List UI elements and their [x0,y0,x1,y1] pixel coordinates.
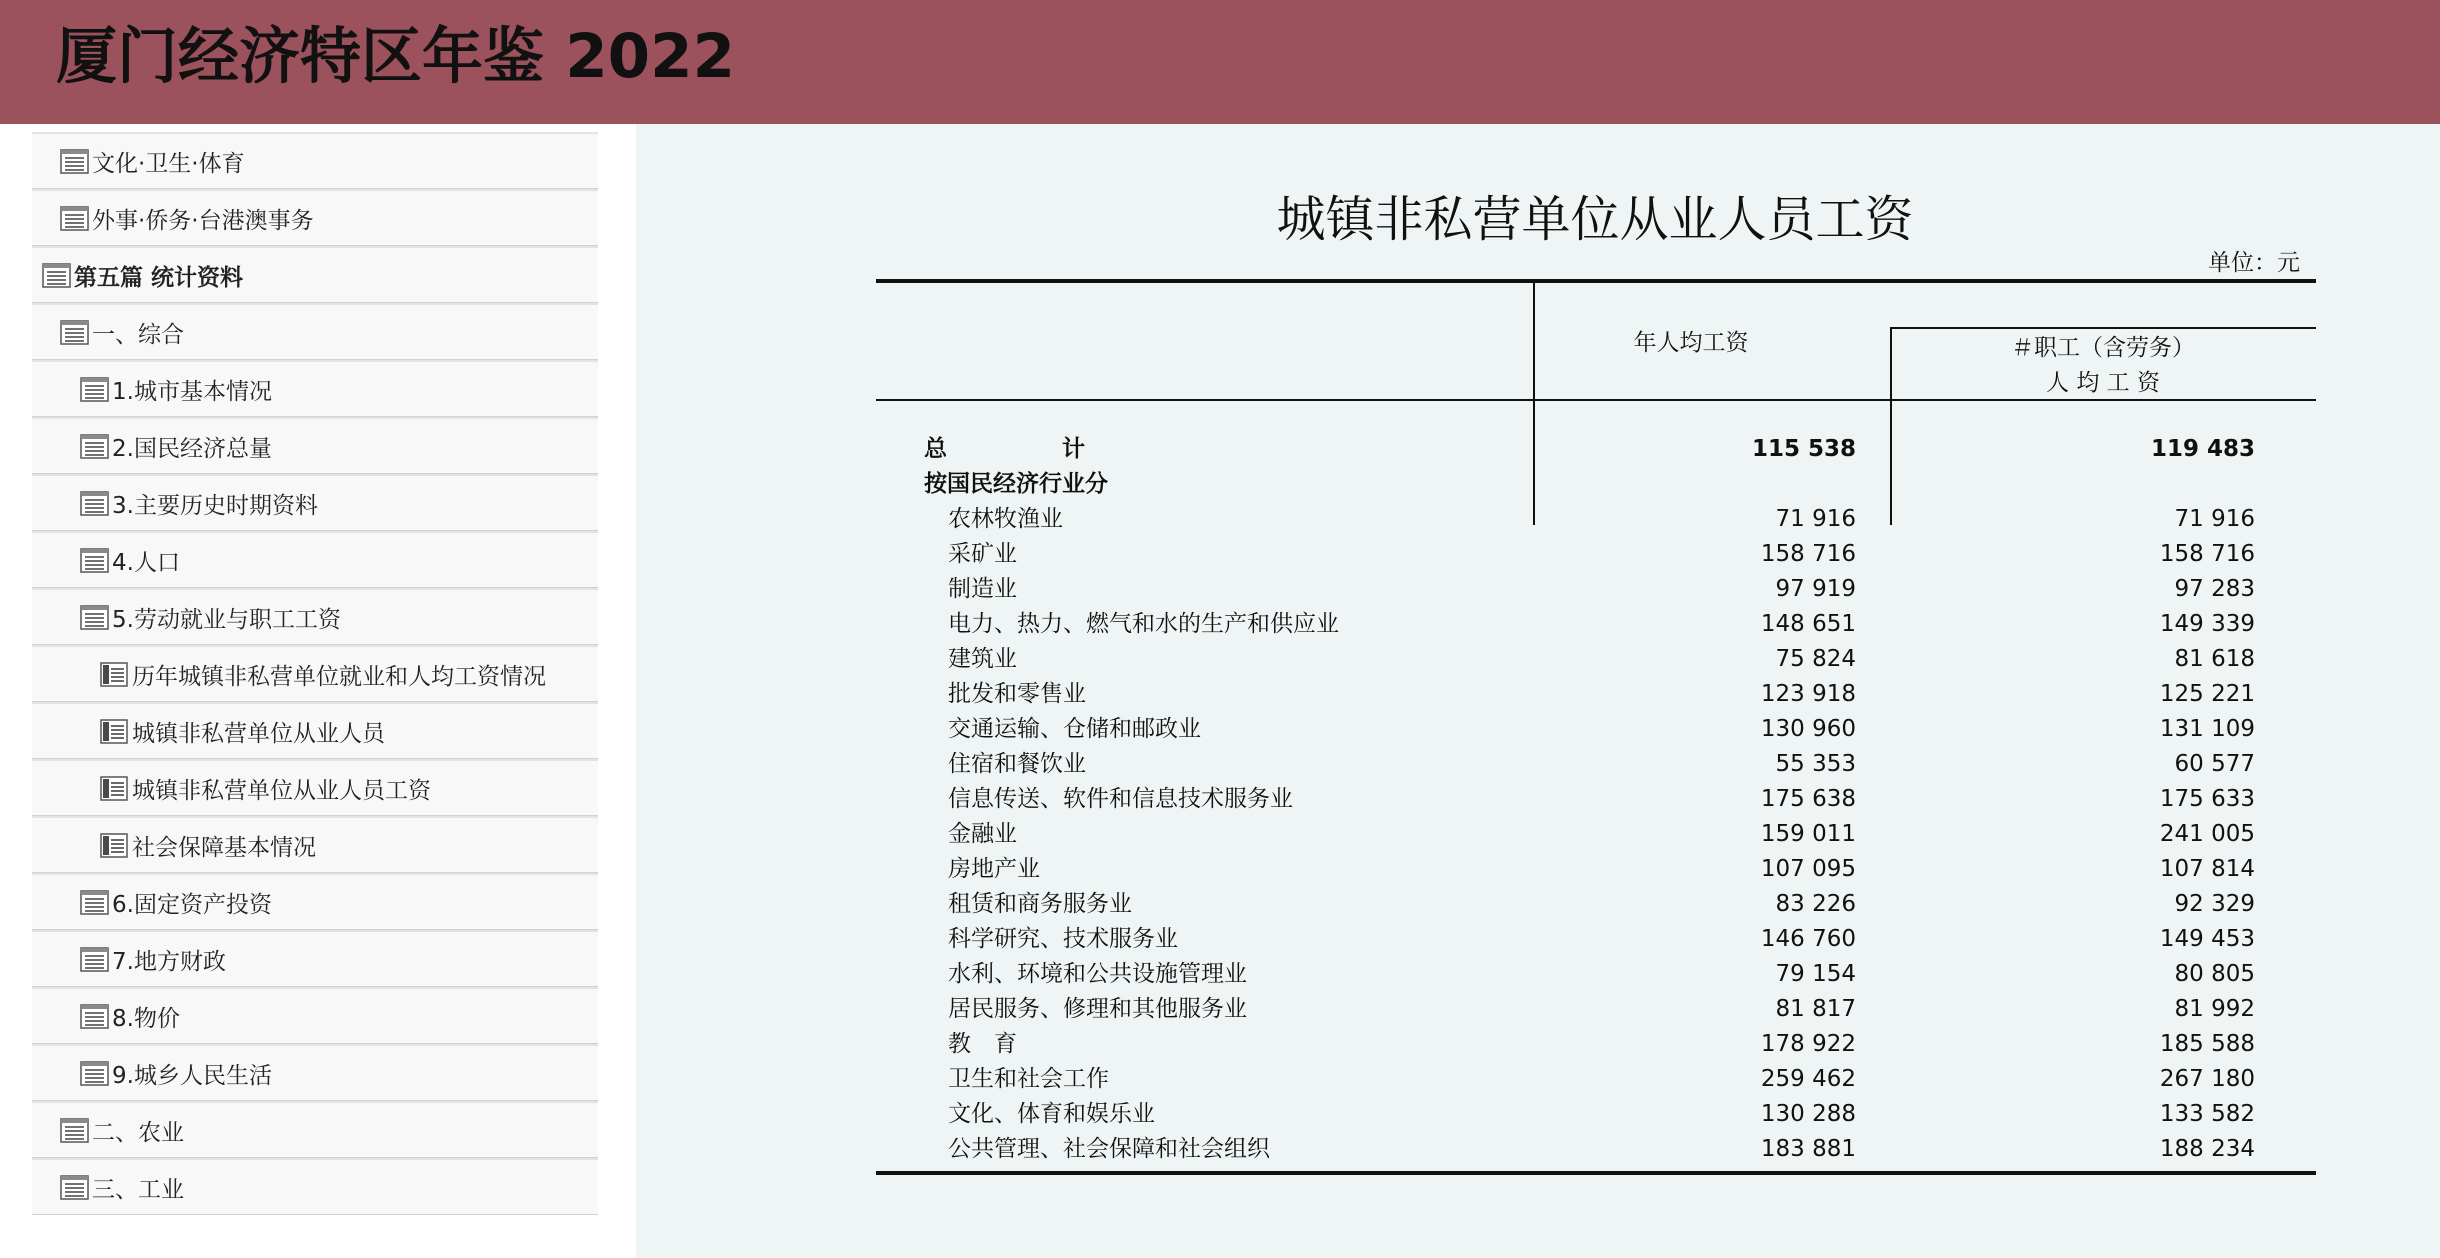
table-row [636,747,2440,782]
row-label: 采矿业 [948,541,1017,567]
sidebar-item-label: 5.劳动就业与职工工资 [112,606,341,633]
sidebar-item[interactable] [32,132,598,189]
row-label: 租赁和商务服务业 [948,891,1132,917]
cell-employee-wage: 131 109 [2159,716,2255,742]
table-row [636,1062,2440,1097]
sidebar-item-label: 城镇非私营单位从业人员 [132,720,385,747]
cell-annual-wage: 146 760 [1760,926,1856,952]
row-label: 科学研究、技术服务业 [948,926,1178,952]
table-row [636,1132,2440,1167]
folder-doc-icon [60,1118,90,1142]
cell-annual-wage: 97 919 [1775,576,1856,602]
cell-annual-wage: 159 011 [1760,821,1856,847]
cell-annual-wage: 81 817 [1775,996,1856,1022]
cell-annual-wage: 55 353 [1775,751,1856,777]
sidebar-item[interactable] [32,588,598,645]
page-doc-icon [100,719,130,743]
cell-employee-wage: 81 618 [2174,646,2255,672]
table-row [636,992,2440,1027]
cell-annual-wage: 259 462 [1760,1066,1856,1092]
table-bottom-rule [876,1171,2316,1175]
app-header [0,0,2440,124]
cell-employee-wage: 133 582 [2159,1101,2255,1127]
sidebar-item[interactable] [32,873,598,930]
sidebar-item-label: 二、农业 [92,1119,184,1146]
folder-doc-icon [80,1004,110,1028]
table-row [636,1027,2440,1062]
table-row [636,817,2440,852]
folder-doc-icon [80,947,110,971]
table-row [636,642,2440,677]
table-title: 城镇非私营单位从业人员工资 [1276,191,1914,248]
table-row [636,922,2440,957]
table-row [636,432,2440,467]
sidebar-item-label: 外事·侨务·台港澳事务 [92,207,314,234]
cell-employee-wage: 80 805 [2174,961,2255,987]
table-row [636,852,2440,887]
sidebar-item-label: 第五篇 统计资料 [74,264,244,291]
unit-label: 单位：元 [2208,250,2300,276]
table-row [636,782,2440,817]
cell-employee-wage: 125 221 [2159,681,2255,707]
cell-annual-wage: 123 918 [1760,681,1856,707]
main-content [636,124,2440,1258]
sidebar-item[interactable] [32,189,598,246]
folder-doc-icon [80,377,110,401]
cell-employee-wage: 71 916 [2174,506,2255,532]
table-row [636,887,2440,922]
sidebar-item[interactable] [32,645,598,702]
sidebar-item[interactable] [32,417,598,474]
row-label: 房地产业 [948,856,1040,882]
cell-annual-wage: 71 916 [1775,506,1856,532]
cell-employee-wage: 188 234 [2159,1136,2255,1162]
header-bottom-rule [876,399,2316,401]
row-label: 居民服务、修理和其他服务业 [948,996,1247,1022]
col-header-annual-wage: 年人均工资 [1633,330,1749,356]
cell-employee-wage: 185 588 [2159,1031,2255,1057]
row-label: 电力、热力、燃气和水的生产和供应业 [948,611,1339,637]
table-row [636,677,2440,712]
sidebar-item-label: 6.固定资产投资 [112,891,272,918]
cell-annual-wage: 183 881 [1760,1136,1856,1162]
folder-doc-icon [80,1061,110,1085]
row-label: 住宿和餐饮业 [948,751,1086,777]
cell-employee-wage: 158 716 [2159,541,2255,567]
row-label: 总 计 [924,436,1085,462]
folder-doc-icon [80,548,110,572]
cell-employee-wage: 241 005 [2159,821,2255,847]
sidebar-item-label: 4.人口 [112,549,180,576]
cell-employee-wage: 119 483 [2150,436,2255,462]
table-row [636,712,2440,747]
row-label: 教 育 [948,1031,1017,1057]
folder-doc-icon [60,1175,90,1199]
sidebar-item[interactable] [32,246,598,303]
cell-annual-wage: 115 538 [1751,436,1856,462]
sidebar-item-label: 8.物价 [112,1005,180,1032]
table-row [636,502,2440,537]
sidebar-item-label: 9.城乡人民生活 [112,1062,272,1089]
sidebar-item[interactable] [32,987,598,1044]
sidebar-item[interactable] [32,531,598,588]
col-header-employee-wage-line1: ＃职工（含劳务） [2011,335,2195,361]
nav-tree [32,132,598,1215]
sidebar-item-label: 城镇非私营单位从业人员工资 [132,777,431,804]
cell-employee-wage: 107 814 [2159,856,2255,882]
sidebar-item-label: 历年城镇非私营单位就业和人均工资情况 [132,663,546,690]
table-body [636,432,2440,1167]
sidebar-item[interactable] [32,702,598,759]
app-title: 厦门经济特区年鉴 2022 [56,21,736,92]
cell-employee-wage: 267 180 [2159,1066,2255,1092]
cell-annual-wage: 83 226 [1775,891,1856,917]
sidebar-item[interactable] [32,759,598,816]
folder-doc-icon [60,206,90,230]
table-top-rule [876,279,2316,283]
col-header-employee-wage-line2: 人 均 工 资 [2046,370,2160,396]
cell-employee-wage: 92 329 [2174,891,2255,917]
row-label: 信息传送、软件和信息技术服务业 [948,786,1293,812]
sidebar-item-label: 社会保障基本情况 [132,834,316,861]
row-label: 交通运输、仓储和邮政业 [948,716,1201,742]
folder-doc-icon [80,491,110,515]
cell-employee-wage: 81 992 [2174,996,2255,1022]
page-doc-icon [100,776,130,800]
row-label: 金融业 [948,821,1017,847]
table-row [636,537,2440,572]
sidebar-item-label: 7.地方财政 [112,948,226,975]
sidebar-item[interactable] [32,930,598,987]
folder-doc-icon [80,605,110,629]
folder-doc-icon [60,320,90,344]
cell-annual-wage: 75 824 [1775,646,1856,672]
row-label: 水利、环境和公共设施管理业 [948,961,1247,987]
sidebar-nav [0,124,636,1258]
page-doc-icon [100,662,130,686]
row-label: 按国民经济行业分 [924,471,1108,497]
cell-annual-wage: 175 638 [1760,786,1856,812]
sidebar-item-label: 3.主要历史时期资料 [112,492,318,519]
row-label: 卫生和社会工作 [948,1066,1109,1092]
cell-annual-wage: 107 095 [1760,856,1856,882]
sidebar-item[interactable] [32,1101,598,1158]
sidebar-item-label: 三、工业 [92,1176,184,1203]
sidebar-item[interactable] [32,1158,598,1215]
folder-doc-icon [60,149,90,173]
sidebar-item[interactable] [32,360,598,417]
row-label: 批发和零售业 [948,681,1086,707]
sidebar-item-label: 一、综合 [92,321,184,348]
cell-annual-wage: 158 716 [1760,541,1856,567]
row-label: 建筑业 [948,646,1017,672]
sidebar-item[interactable] [32,303,598,360]
table-row [636,572,2440,607]
folder-doc-icon [80,890,110,914]
cell-annual-wage: 79 154 [1775,961,1856,987]
cell-employee-wage: 149 453 [2159,926,2255,952]
row-label: 农林牧渔业 [948,506,1063,532]
table-row [636,607,2440,642]
folder-doc-icon [42,263,72,287]
cell-employee-wage: 97 283 [2174,576,2255,602]
sidebar-item-label: 文化·卫生·体育 [92,150,245,177]
cell-employee-wage: 60 577 [2174,751,2255,777]
table-row [636,1097,2440,1132]
sidebar-item-label: 1.城市基本情况 [112,378,272,405]
row-label: 制造业 [948,576,1017,602]
sidebar-item[interactable] [32,1044,598,1101]
table-row [636,957,2440,992]
folder-doc-icon [80,434,110,458]
cell-annual-wage: 178 922 [1760,1031,1856,1057]
table-row [636,467,2440,502]
sidebar-item-label: 2.国民经济总量 [112,435,272,462]
sidebar-item[interactable] [32,816,598,873]
row-label: 文化、体育和娱乐业 [948,1101,1155,1127]
cell-employee-wage: 149 339 [2159,611,2255,637]
page-doc-icon [100,833,130,857]
sidebar-item[interactable] [32,474,598,531]
cell-annual-wage: 148 651 [1760,611,1856,637]
cell-annual-wage: 130 288 [1760,1101,1856,1127]
row-label: 公共管理、社会保障和社会组织 [948,1136,1270,1162]
cell-annual-wage: 130 960 [1760,716,1856,742]
cell-employee-wage: 175 633 [2159,786,2255,812]
